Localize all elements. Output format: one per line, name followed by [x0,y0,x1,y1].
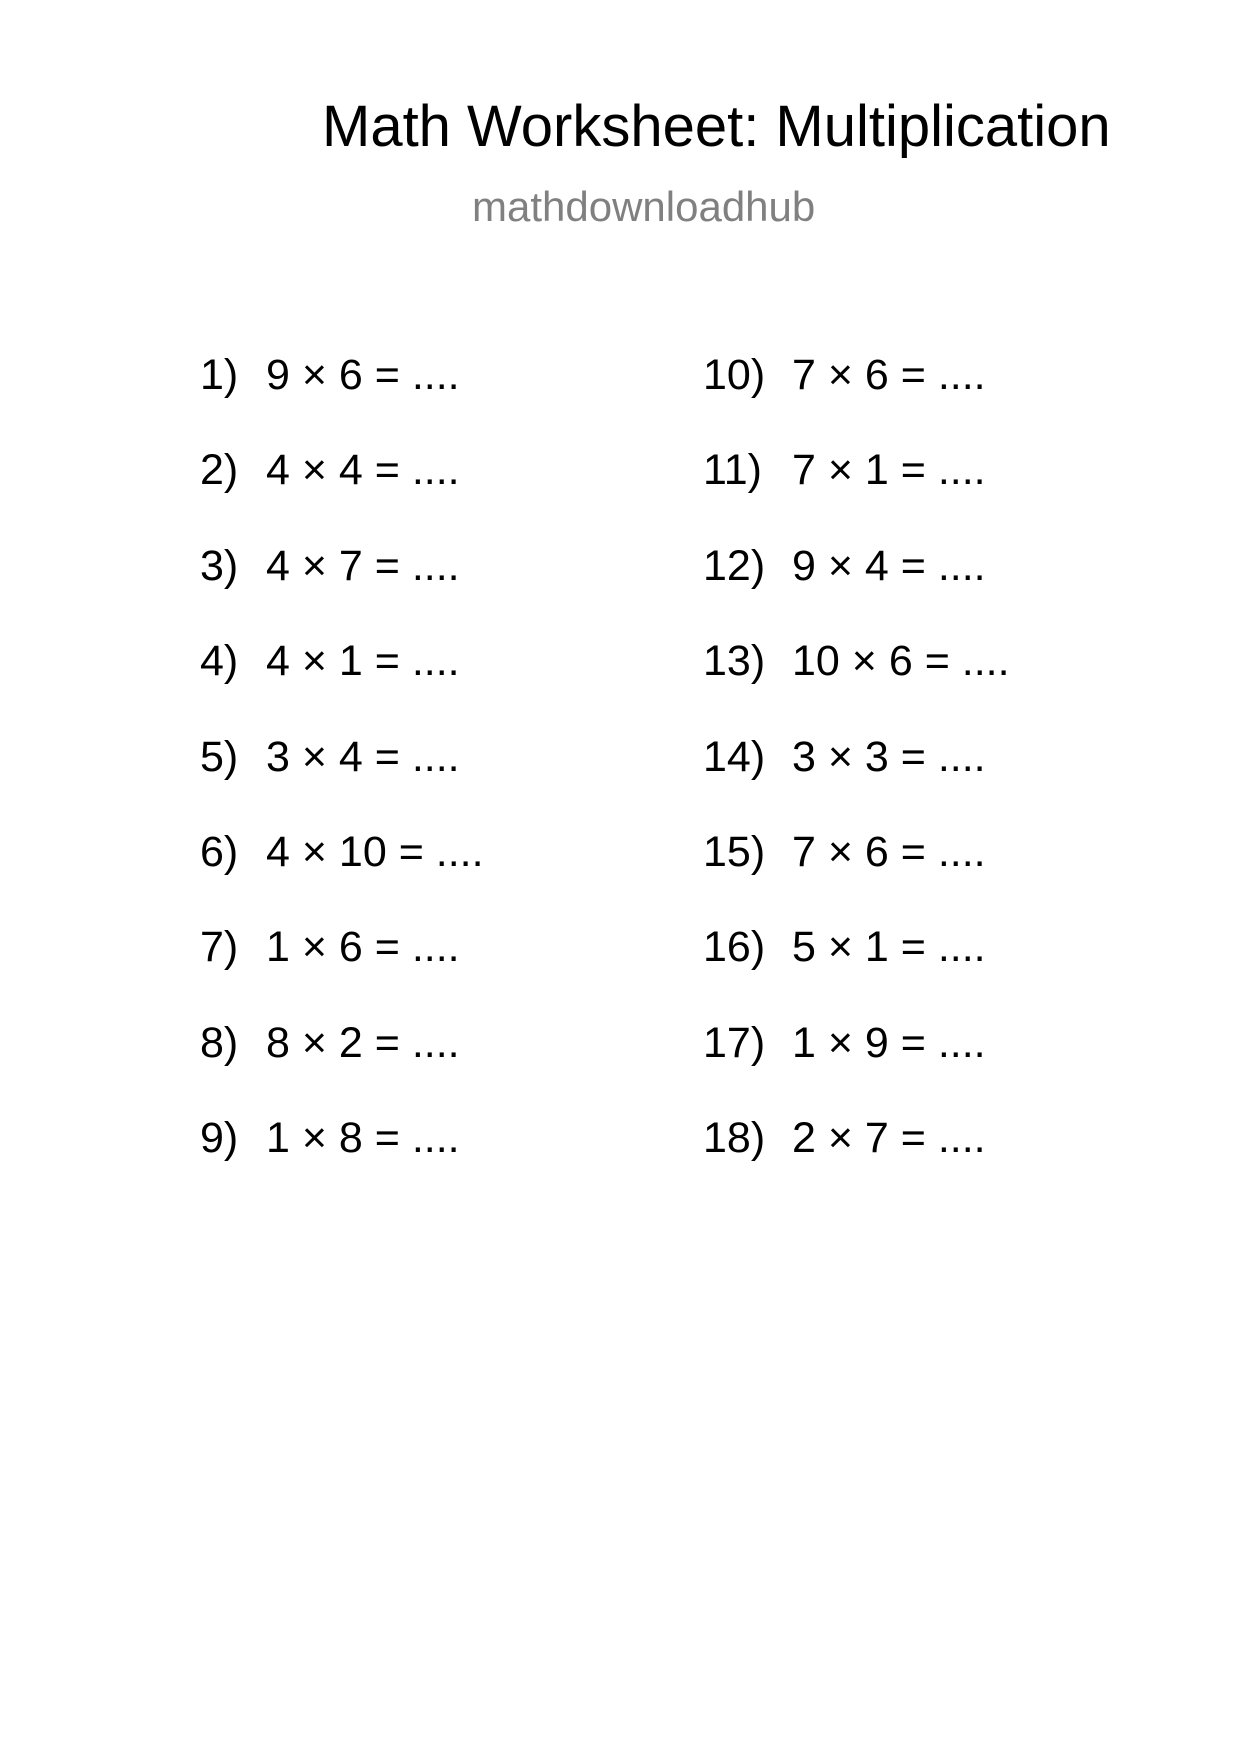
problem-expression: 8 × 2 = .... [266,1018,460,1067]
problem-expression: 2 × 7 = .... [792,1114,986,1163]
problem-item [200,446,484,544]
problem-number: 13) [703,637,766,686]
problem-item [703,827,1010,926]
problem-item [200,1018,484,1117]
worksheet-title: Math Worksheet: Multiplication [322,94,1111,159]
problem-number: 17) [703,1018,766,1067]
problem-number: 3) [200,541,239,590]
problem-expression: 4 × 10 = .... [266,827,484,876]
problem-item [703,351,1010,449]
problem-item [703,446,1010,544]
problem-item [703,541,1010,640]
problem-number: 18) [703,1114,766,1163]
problem-number: 4) [200,637,239,686]
problem-number: 10) [703,351,766,399]
problem-number: 8) [200,1018,239,1067]
problem-item [200,923,484,1021]
problem-expression: 4 × 1 = .... [266,637,460,686]
problem-item [200,351,484,449]
problem-number: 16) [703,923,766,972]
problem-expression: 7 × 1 = .... [792,446,986,495]
problem-expression: 1 × 6 = .... [266,923,460,972]
problem-column-right [703,351,1010,1213]
problem-number: 7) [200,923,239,972]
problem-expression: 1 × 8 = .... [266,1114,460,1163]
problem-number: 14) [703,732,766,781]
problem-number: 11) [703,446,762,495]
problem-item [200,637,484,735]
problem-item [703,637,1010,735]
problem-expression: 5 × 1 = .... [792,923,986,972]
problem-expression: 9 × 6 = .... [266,351,460,399]
worksheet-subtitle: mathdownloadhub [472,183,816,230]
problem-number: 5) [200,732,239,781]
problem-item [703,1114,1010,1212]
problem-item [703,1018,1010,1117]
problem-item [200,827,484,926]
problem-expression: 1 × 9 = .... [792,1018,986,1067]
problem-expression: 7 × 6 = .... [792,827,986,876]
problem-item [703,732,1010,831]
problem-column-left [200,351,484,1213]
problem-expression: 3 × 3 = .... [792,732,986,781]
problem-number: 1) [200,351,239,399]
problem-expression: 9 × 4 = .... [792,541,986,590]
problem-item [703,923,1010,1021]
problem-expression: 4 × 4 = .... [266,446,460,495]
problem-item [200,541,484,640]
problem-expression: 4 × 7 = .... [266,541,460,590]
problem-number: 2) [200,446,239,495]
problem-item [200,732,484,831]
problem-number: 15) [703,827,766,876]
problem-item [200,1114,484,1212]
problem-number: 6) [200,827,239,876]
problem-expression: 7 × 6 = .... [792,351,986,399]
problem-expression: 10 × 6 = .... [792,637,1010,686]
problem-number: 9) [200,1114,239,1163]
problem-expression: 3 × 4 = .... [266,732,460,781]
problem-number: 12) [703,541,766,590]
